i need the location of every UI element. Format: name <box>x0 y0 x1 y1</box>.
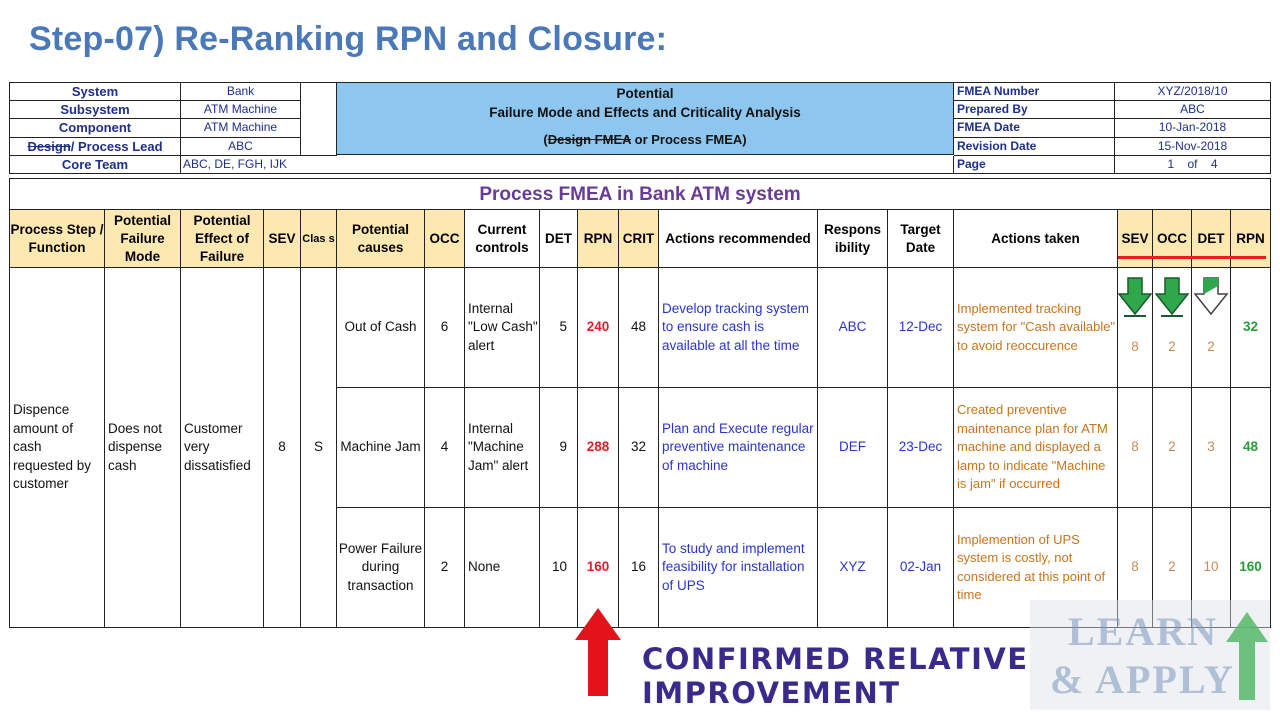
col-header-target-date: Target Date <box>888 210 954 268</box>
row3-cause: Power Failure during transaction <box>337 508 425 627</box>
col-header-process-step: Process Step / Function <box>10 210 105 268</box>
row3-new-occ: 2 <box>1153 508 1192 627</box>
row3-actions-taken: Implemention of UPS system is costly, not considered at this point of time <box>954 508 1118 627</box>
row1-new-det: 2 <box>1192 268 1231 388</box>
header-label-component: Component <box>10 119 181 138</box>
row3-rpn: 160 <box>578 508 619 627</box>
header-label-core-team: Core Team <box>10 156 181 174</box>
col-header-new-sev: SEV <box>1118 210 1153 268</box>
header-value-system: Bank <box>181 83 301 101</box>
row3-target-date: 02-Jan <box>888 508 954 627</box>
row3-controls: None <box>465 508 540 627</box>
col-header-responsibility: Respons ibility <box>818 210 888 268</box>
row1-new-occ: 2 <box>1153 268 1192 388</box>
rerank-underline <box>1118 256 1266 259</box>
row2-new-rpn: 48 <box>1231 388 1270 508</box>
row2-responsibility: DEF <box>818 388 888 508</box>
col-header-crit: CRIT <box>619 210 659 268</box>
row3-occ: 2 <box>425 508 465 627</box>
row1-action: Develop tracking system to ensure cash is available at all the time <box>659 268 818 388</box>
header-value-core-team: ABC, DE, FGH, IJK <box>181 156 954 174</box>
header-label-fmea-date: FMEA Date <box>954 119 1115 138</box>
col-header-sev: SEV <box>264 210 301 268</box>
row2-action: Plan and Execute regular preventive maintenance of machine <box>659 388 818 508</box>
row3-new-det: 10 <box>1192 508 1231 627</box>
row1-controls: Internal "Low Cash" alert <box>465 268 540 388</box>
row1-target-date: 12-Dec <box>888 268 954 388</box>
down-arrow-icon <box>1118 276 1154 318</box>
header-label-revision-date: Revision Date <box>954 138 1115 156</box>
col-header-occ: OCC <box>425 210 465 268</box>
row2-new-sev: 8 <box>1118 388 1153 508</box>
header-value-process-lead: ABC <box>181 138 301 156</box>
col-header-effect: Potential Effect of Failure <box>181 210 264 268</box>
process-lead-label: / Process Lead <box>70 139 163 154</box>
row2-occ: 4 <box>425 388 465 508</box>
row1-rpn: 240 <box>578 268 619 388</box>
row1-occ: 6 <box>425 268 465 388</box>
row3-det: 10 <box>540 508 578 627</box>
col-header-new-occ: OCC <box>1153 210 1192 268</box>
row3-responsibility: XYZ <box>818 508 888 627</box>
header-spacer <box>301 83 337 156</box>
cell-effect: Customer very dissatisfied <box>181 268 264 627</box>
row1-cause: Out of Cash <box>337 268 425 388</box>
header-title-line3 <box>337 130 953 149</box>
row1-new-rpn: 32 <box>1231 268 1270 388</box>
col-header-actions-taken: Actions taken <box>954 210 1118 268</box>
header-label-process-lead <box>10 138 181 156</box>
col-header-det: DET <box>540 210 578 268</box>
header-label-subsystem: Subsystem <box>10 101 181 119</box>
fmea-header <box>9 82 1271 174</box>
row3-new-rpn: 160 <box>1239 559 1262 575</box>
open-paren: ( <box>543 132 548 147</box>
table-title: Process FMEA in Bank ATM system <box>10 179 1270 210</box>
row1-new-sev: 8 <box>1118 268 1153 388</box>
cell-failure-mode: Does not dispense cash <box>105 268 181 627</box>
down-arrow-icon <box>1194 276 1230 318</box>
header-label-fmea-number: FMEA Number <box>954 83 1115 101</box>
row2-det: 9 <box>540 388 578 508</box>
row2-crit: 32 <box>619 388 659 508</box>
header-value-page: 1 of 4 <box>1167 157 1218 171</box>
cell-process-step: Dispence amount of cash requested by customer <box>10 268 105 627</box>
cell-class: S <box>301 268 337 627</box>
header-value-revision-date: 15-Nov-2018 <box>1115 138 1270 156</box>
col-header-new-rpn: RPN <box>1231 210 1270 268</box>
header-value-component: ATM Machine <box>181 119 301 138</box>
header-label-prepared-by: Prepared By <box>954 101 1115 119</box>
header-label-page: Page <box>954 156 1115 174</box>
fmea-table <box>9 178 1271 628</box>
row1-responsibility: ABC <box>818 268 888 388</box>
col-header-class: Clas s <box>301 210 337 268</box>
row2-controls: Internal "Machine Jam" alert <box>465 388 540 508</box>
row2-cause: Machine Jam <box>337 388 425 508</box>
header-value-fmea-date: 10-Jan-2018 <box>1115 119 1270 138</box>
col-header-new-det: DET <box>1192 210 1231 268</box>
col-header-rpn: RPN <box>578 210 619 268</box>
row1-crit: 48 <box>619 268 659 388</box>
bottom-caption: CONFIRMED RELATIVE IMPROVEMENT <box>642 642 1029 710</box>
row2-rpn: 288 <box>578 388 619 508</box>
col-header-causes: Potential causes <box>337 210 425 268</box>
row2-new-occ: 2 <box>1153 388 1192 508</box>
header-title-line1: Potential <box>616 86 674 101</box>
header-label-system: System <box>10 83 181 101</box>
slide-title: Step-07) Re-Ranking RPN and Closure: <box>29 20 668 58</box>
up-arrow-icon <box>573 606 623 698</box>
row1-actions-taken: Implemented tracking system for "Cash available" to avoid reoccurence <box>954 268 1118 388</box>
row2-actions-taken: Created preventive maintenance plan for ATM machine and displayed a lamp to indicate "Machine is jam" if occurred <box>954 388 1118 508</box>
header-title-block <box>337 83 954 155</box>
header-value-subsystem: ATM Machine <box>181 101 301 119</box>
watermark-line1: LEARN <box>1068 609 1219 654</box>
row1-det: 5 <box>540 268 578 388</box>
row3-crit: 16 <box>619 508 659 627</box>
col-header-failure-mode: Potential Failure Mode <box>105 210 181 268</box>
col-header-actions-recommended: Actions recommended <box>659 210 818 268</box>
row2-new-det: 3 <box>1192 388 1231 508</box>
row3-action: To study and implement feasibility for installation of UPS <box>659 508 818 627</box>
process-fmea-label: or Process FMEA) <box>631 132 747 147</box>
row2-target-date: 23-Dec <box>888 388 954 508</box>
design-strikethrough: Design <box>27 139 71 154</box>
header-title-line2: Failure Mode and Effects and Criticality Analysis <box>489 105 801 120</box>
down-arrow-icon <box>1155 276 1191 318</box>
row3-new-sev: 8 <box>1118 508 1153 627</box>
watermark-line2: & APPLY <box>1050 657 1235 702</box>
design-fmea-strikethrough: Design FMEA <box>547 132 632 147</box>
header-value-fmea-number: XYZ/2018/10 <box>1115 83 1270 101</box>
col-header-controls: Current controls <box>465 210 540 268</box>
cell-sev: 8 <box>264 268 301 627</box>
header-value-prepared-by: ABC <box>1115 101 1270 119</box>
